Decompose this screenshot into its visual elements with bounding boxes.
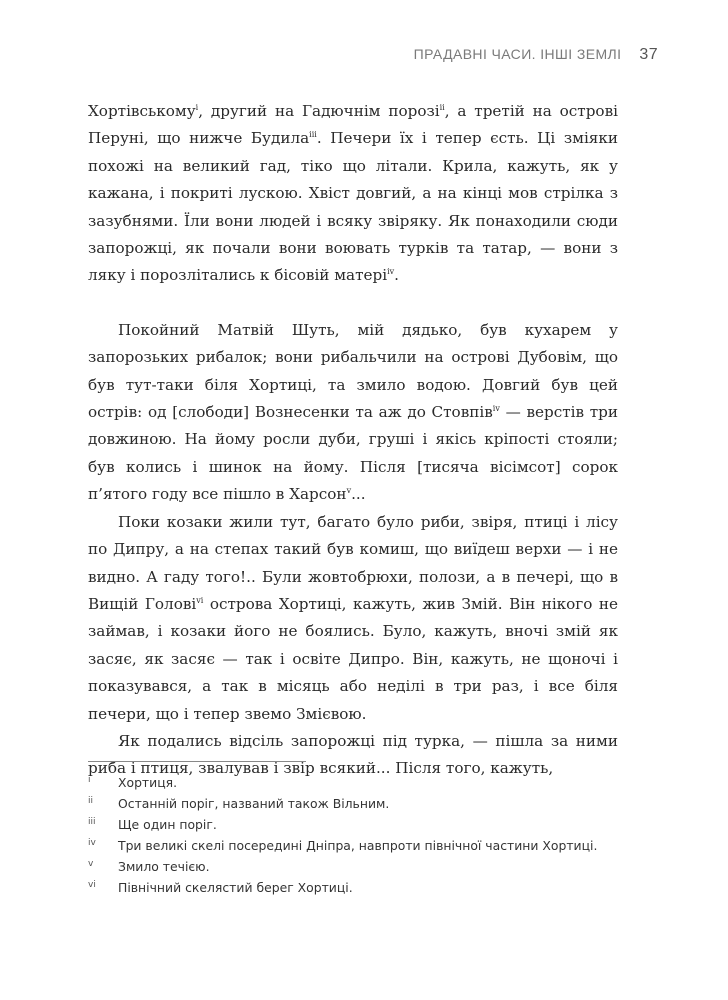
paragraph: Поки козаки жили тут, багато було риби, звіря, птиці і лісу по Дипру, а на степах такий був комиш, що виїдеш верхи — і не видно. А гаду того!.. Були жовтобрюхи, полози, а в печері, що в Вищій Голові$^{vi}$ острова Хортиці, кажуть, жив Змій. Він нікого не займав, і козаки його не боялись. Було, кажуть, вночі змій як засяє, як засяє — так і освіте Дипро. Він, кажуть, не щоночі і показувався, а так в місяць або неділі в три раз, і все біля печери, що і тепер звемо Змієвою. (88, 512, 618, 723)
running-head-title: ПРАДАВНІ ЧАСИ. ІНШІ ЗЕМЛІ (413, 46, 622, 62)
footnote (88, 877, 618, 898)
footnote-text: Ще один поріг. (118, 817, 217, 832)
footnote-text: Останній поріг, названий також Вільним. (118, 796, 390, 811)
footnote-divider (88, 761, 306, 762)
paragraph: Покойний Матвій Шуть, мій дядько, був кухарем у запорозьких рибалок; вони рибальчили на острові Дубовім, що був тут-таки біля Хортиці, та змило водою. Довгий був цей острів: од [слободи] Вознесенки та аж до Стовпів$^{iv}$ — верстів три довжиною. На йому росли дуби, груші і якісь кріпості стояли; був колись і шинок на йому. Після [тисяча вісімсот] сорок п’ятого году все пішло в Харсон$^v$... (88, 320, 618, 504)
footnote-ref: i (195, 102, 199, 112)
footnote-mark: iii (88, 817, 96, 827)
footnote (88, 793, 618, 814)
footnote-mark: iv (88, 838, 96, 848)
paragraph: Як подались відсіль запорожці під турка, — пішла за ними риба і птиця, звалував і звір всякий... Після того, кажуть, (88, 731, 618, 778)
footnote-text: Північний скелястий берег Хортиці. (118, 880, 353, 895)
page-number: 37 (639, 46, 658, 63)
footnote (88, 856, 618, 877)
footnote-ref: vi (196, 595, 204, 605)
footnote-text: Три великі скелі посередині Дніпра, навпроти північної частини Хортиці. (118, 838, 598, 853)
footnote-mark: vi (88, 880, 96, 890)
footnote-mark: v (88, 859, 94, 869)
footnote (88, 772, 618, 793)
footnote (88, 835, 618, 856)
footnote-text: Хортиця. (118, 775, 178, 790)
footnotes (88, 772, 618, 898)
footnote-ref: iv (387, 267, 395, 277)
body-text (88, 98, 618, 783)
footnote-ref: iii (309, 130, 317, 140)
paragraph: Хортівському$^i$, другий на Гадючнім порозі$^{ii}$, а третій на острові Перуні, що нижче Будила$^{iii}$. Печери їх і тепер єсть. Ці зміяки похожі на великий гад, тіко що літали. Крила, кажуть, як у кажана, і покриті лускою. Хвіст довгий, а на кінці мов стрілка з зазубнями. Їли вони людей і всяку звіряку. Як понаходили сюди запорожці, як почали вони воювать турків та татар, — вони з ляку і порозлітались к бісовій матері$^{iv}$. (88, 102, 618, 285)
footnote-mark: i (88, 775, 91, 785)
footnote-ref: v (346, 486, 352, 496)
footnote (88, 814, 618, 835)
footnote-mark: ii (88, 796, 94, 806)
footnote-ref: ii (439, 102, 445, 112)
footnote-text: Змило течією. (118, 859, 210, 874)
footnote-ref: iv (492, 404, 500, 413)
running-head (0, 46, 658, 64)
